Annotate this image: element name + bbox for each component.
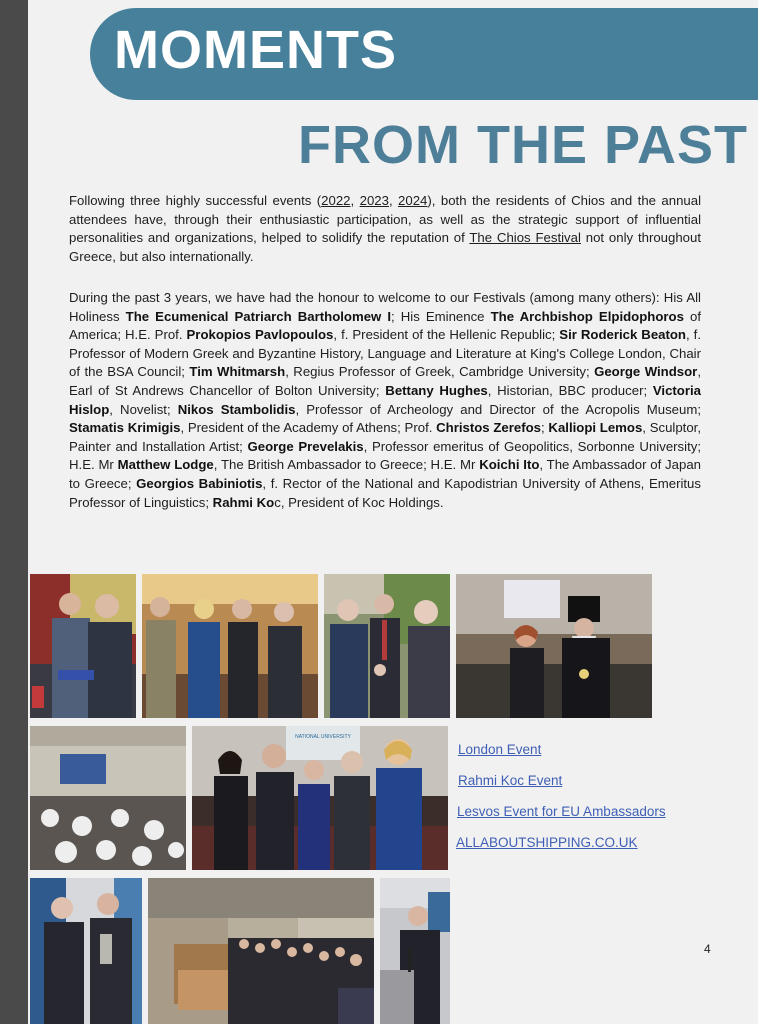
page-number: 4: [704, 942, 711, 956]
guest-name: George Windsor: [594, 364, 698, 380]
photo-archbishop: [456, 574, 652, 718]
guest-name: Bettany Hughes: [385, 382, 488, 398]
photo-group-five: [192, 726, 448, 870]
photo-stone-hall-audience: [148, 878, 374, 1024]
year-2023: 2023: [359, 193, 389, 208]
photo-handshake: [324, 574, 450, 718]
guest-name: Kalliopi Lemos: [548, 420, 643, 436]
guest-name: Christos Zerefos: [436, 420, 542, 436]
guest-name: Koichi Ito: [479, 457, 540, 473]
photo-conference-hall: [30, 726, 186, 870]
link-london-event[interactable]: London Event: [458, 742, 542, 757]
photo-group-hall: [142, 574, 318, 718]
guest-name: George Prevelakis: [247, 438, 364, 454]
guests-paragraph: During the past 3 years, we have had the honour to welcome to our Festivals (among many others): His All Holiness The Ecumenical Patriarch Bartholomew I; His Eminence The Archbishop Elpidophoros of America; H.E. Prof. Prokopios Pavlopoulos, f. President of the Hellenic Republic; Sir Roderick Beaton, f. Professor of Modern Greek and Byzantine History, Language and Literature at King's College London, Chair of the BSA Council; Tim Whitmarsh, Regius Professor of Greek, Cambridge University; George Windsor, Earl of St Andrews Chancellor of Bolton University; Bettany Hughes, Historian, BBC producer; Victoria Hislop, Novelist; Nikos Stambolidis, Professor of Archeology and Director of the Acropolis Museum; Stamatis Krimigis, President of the Academy of Athens; Prof. Christos Zerefos; Kalliopi Lemos, Sculptor, Painter and Installation Artist; George Prevelakis, Professor emeritus of Geopolitics, Sorbonne University; H.E. Mr Matthew Lodge, The British Ambassador to Greece; H.E. Mr Koichi Ito, The Ambassador of Japan to Greece; Georgios Babiniotis, f. Rector of the National and Kapodistrian University of Athens, Emeritus Professor of Linguistics; Rahmi Koc, President of Koc Holdings.: [69, 290, 702, 510]
guest-name: Stamatis Krimigis: [69, 420, 181, 436]
guest-name: Sir Roderick Beaton: [559, 327, 686, 343]
photo-award-presentation: [30, 574, 136, 718]
guest-name: Victoria Hislop: [69, 382, 701, 417]
guest-name: Georgios Babiniotis: [136, 475, 263, 491]
guest-name: The Ecumenical Patriarch Bartholomew I: [125, 308, 392, 324]
guest-name: Nikos Stambolidis: [177, 401, 296, 417]
intro-paragraph: Following three highly successful events (2022, 2023, 2024), both the residents of Chios and the annual attendees have, through their enthusiastic participation, as well as the strategic support of influential personalities and organizations, helped to solidify the reputation of The Chios Festival not only throughout Greece, but also internationally.: [69, 193, 702, 264]
screen-banner-text: NATIONAL UNIVERSITY: [295, 734, 351, 740]
link-rahmi-koc-event[interactable]: Rahmi Koc Event: [458, 773, 563, 788]
photo-two-men: [30, 878, 142, 1024]
chios-festival-name: The Chios Festival: [469, 230, 581, 246]
guest-name: Prokopios Pavlopoulos: [186, 327, 334, 343]
guest-name: Matthew Lodge: [117, 457, 214, 473]
guest-name: Rahmi Ko: [212, 494, 275, 510]
guest-name: The Archbishop Elpidophoros: [490, 308, 684, 324]
document-page: [28, 0, 758, 1024]
link-allaboutshipping[interactable]: ALLABOUTSHIPPING.CO.UK: [456, 835, 638, 850]
photo-speaker-podium: [380, 878, 450, 1024]
title-moments: MOMENTS: [114, 20, 397, 80]
guest-name: Tim Whitmarsh: [189, 364, 286, 380]
year-2024: 2024: [398, 193, 428, 208]
link-lesvos-event[interactable]: Lesvos Event for EU Ambassadors: [457, 804, 666, 819]
year-2022: 2022: [321, 193, 351, 208]
title-from-the-past: FROM THE PAST: [298, 115, 748, 175]
